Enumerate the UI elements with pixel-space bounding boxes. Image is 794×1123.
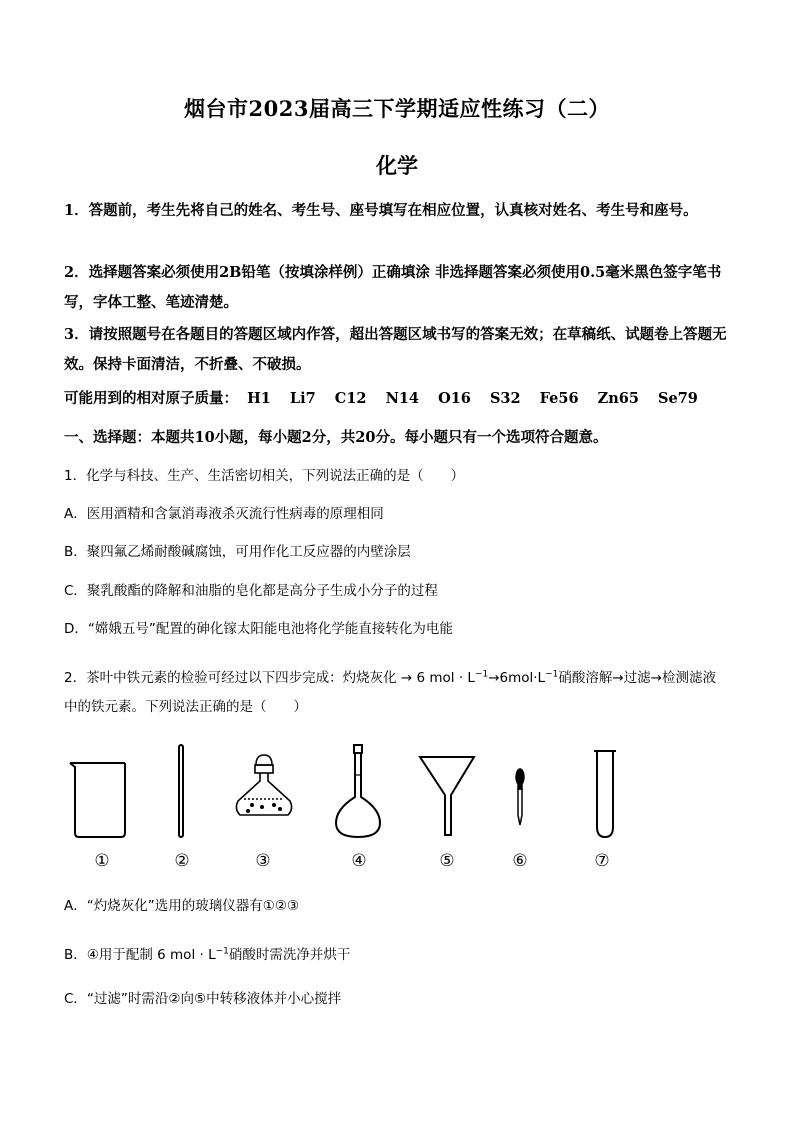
mass-item: C12 bbox=[334, 390, 367, 407]
page-title: 烟台市2023届高三下学期适应性练习（二） bbox=[184, 96, 610, 121]
q1-option-a: A．医用酒精和含氯消毒液杀灭流行性病毒的原理相同 bbox=[64, 506, 384, 522]
test-tube-icon bbox=[594, 751, 616, 837]
instruction-3: 3．请按照题号在各题目的答题区域内作答，超出答题区域书写的答案无效；在草稿纸、试题卷上答题无效。保持卡面清洁，不折叠、不破损。 bbox=[64, 326, 727, 373]
q2-stem-line2: 中的铁元素。下列说法正确的是（ ） bbox=[64, 699, 307, 715]
section-heading: 一、选择题：本题共10小题，每小题2分，共20分。每小题只有一个选项符合题意。 bbox=[64, 429, 608, 446]
q2-stem-sup-1: −1 bbox=[474, 669, 489, 680]
q1-option-d: D．“嫦娥五号”配置的砷化镓太阳能电池将化学能直接转化为电能 bbox=[64, 621, 453, 637]
q2-stem-part-c: 硝酸溶解→过滤→检测滤液 bbox=[558, 670, 716, 686]
apparatus-label-6: ⑥ bbox=[512, 851, 528, 871]
q2-option-b-part-a: B．④用于配制 6 mol · L bbox=[64, 947, 216, 963]
apparatus-figure bbox=[62, 735, 682, 885]
q2-stem bbox=[64, 663, 734, 693]
q2-option-a: A．“灼烧灰化”选用的玻璃仪器有①②③ bbox=[64, 898, 300, 914]
q2-option-b-part-b: 硝酸时需洗净并烘干 bbox=[228, 947, 351, 963]
mass-item: Li7 bbox=[289, 390, 316, 407]
q2-stem-part-a: 2．茶叶中铁元素的检验可经过以下四步完成：灼烧灰化 → 6 mol · L bbox=[64, 670, 475, 686]
subject-title: 化学 bbox=[376, 153, 418, 178]
alcohol-lamp-icon bbox=[236, 755, 291, 815]
mass-item: H1 bbox=[247, 390, 271, 407]
mass-item: Se79 bbox=[658, 390, 698, 407]
instruction-1: 1．答题前，考生先将自己的姓名、考生号、座号填写在相应位置，认真核对姓名、考生号和座号。 bbox=[64, 202, 698, 219]
volumetric-flask-icon bbox=[336, 745, 380, 837]
mass-item: S32 bbox=[489, 390, 521, 407]
q2-stem-part-b: →6mol·L bbox=[488, 670, 546, 686]
apparatus-label-7: ⑦ bbox=[594, 851, 610, 871]
instruction-2: 2．选择题答案必须使用2B铅笔（按填涂样例）正确填涂 非选择题答案必须使用0.5毫米黑色签字笔书写，字体工整、笔迹清楚。 bbox=[64, 264, 722, 311]
q1-option-c: C．聚乳酸酯的降解和油脂的皂化都是高分子生成小分子的过程 bbox=[64, 583, 438, 599]
glass-rod-icon bbox=[179, 745, 183, 837]
q1-stem: 1．化学与科技、生产、生活密切相关，下列说法正确的是（ ） bbox=[64, 468, 465, 484]
atomic-masses-label: 可能用到的相对原子质量： bbox=[64, 390, 238, 407]
q2-option-b bbox=[64, 940, 734, 970]
beaker-icon bbox=[70, 763, 125, 837]
dropper-icon bbox=[516, 769, 524, 825]
q1-option-b: B．聚四氟乙烯耐酸碱腐蚀，可用作化工反应器的内壁涂层 bbox=[64, 544, 411, 560]
mass-item: Zn65 bbox=[597, 390, 639, 407]
apparatus-label-1: ① bbox=[94, 851, 110, 871]
mass-item: Fe56 bbox=[539, 390, 579, 407]
mass-item: N14 bbox=[385, 390, 419, 407]
mass-item: O16 bbox=[438, 390, 471, 407]
apparatus-label-3: ③ bbox=[255, 851, 271, 871]
q2-stem-sup-2: −1 bbox=[545, 669, 559, 680]
funnel-icon bbox=[420, 757, 474, 835]
apparatus-label-5: ⑤ bbox=[439, 851, 455, 871]
atomic-masses bbox=[64, 387, 712, 408]
apparatus-label-2: ② bbox=[174, 851, 190, 871]
q2-option-c: C．“过滤”时需沿②向⑤中转移液体并小心搅拌 bbox=[64, 991, 342, 1007]
apparatus-label-4: ④ bbox=[351, 851, 367, 871]
q2-option-b-sup: −1 bbox=[215, 946, 229, 957]
apparatus-drawings bbox=[62, 735, 682, 850]
